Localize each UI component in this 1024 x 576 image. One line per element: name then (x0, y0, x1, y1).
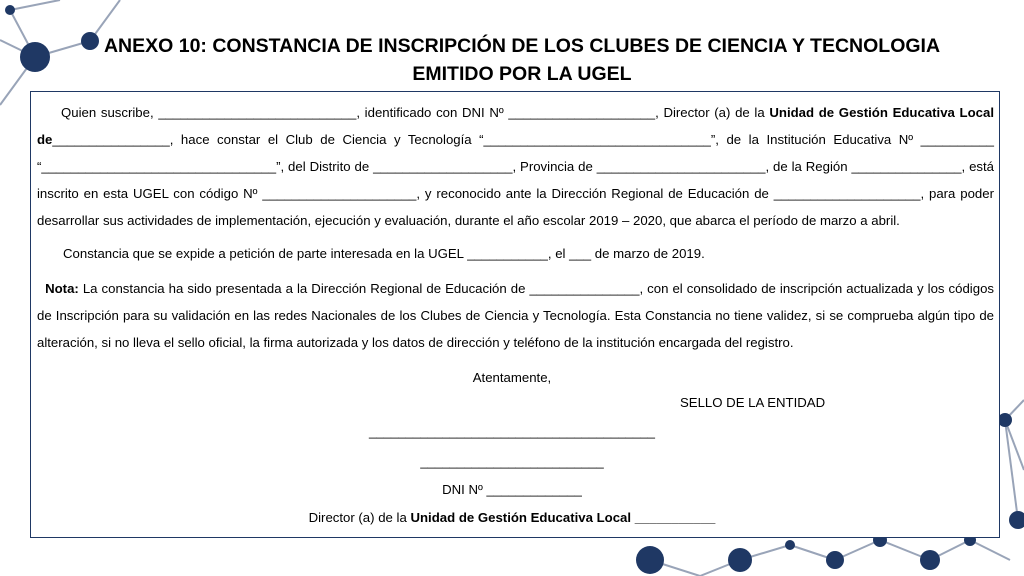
closing-text: Atentamente, (472, 370, 552, 385)
role-prefix: Director (a) de la (308, 510, 411, 525)
ugel-label: Unidad de Gestión Educativa Local de (37, 105, 994, 147)
para1-text-2: ________________, (52, 132, 174, 147)
role-blank: ___________ (634, 510, 716, 525)
dni-line: DNI Nº _____________ (442, 482, 582, 497)
para1-text-1: Quien suscribe, ___________________________, identificado con DNI Nº ____________________, Director (a) de la (61, 105, 770, 120)
document-body (37, 99, 994, 356)
signature-line-2: _________________________ (420, 454, 604, 469)
paragraph-constancia: Constancia que se expide a petición de parte interesada en la UGEL ___________, el ___ de marzo de 2019. (63, 246, 705, 261)
role-ugel: Unidad de Gestión Educativa Local (410, 510, 635, 525)
para1-text-3: hace constar el Club de Ciencia y Tecnología “_______________________________”, de la Institución Educativa Nº __________ “________________________________”, del Distrito de ___________________, Provincia de _______________________, de la Región _______________, está inscrito en esta UGEL con código Nº _____________________, y reconocido ante la Dirección Regional de Educación de ____________________, para poder desarrollar sus actividades de implementación, ejecución y evaluación, durante el año escolar 2019 – 2020, que abarca el período de marzo a abril. (37, 132, 994, 228)
signature-line-1: _______________________________________ (368, 424, 656, 439)
nota-text: La constancia ha sido presentada a la Dirección Regional de Educación de _______________, con el consolidado de inscripción actualizada y los códigos de Inscripción para su validación en las redes Nacionales de los Clubes de Ciencia y Tecnología. Esta Constancia no tiene validez, si se comprueba algún tipo de alteración, si no lleva el sello oficial, la firma autorizada y los datos de dirección y teléfono de la institución encargada del registro. (37, 281, 994, 350)
title-line-1: ANEXO 10: CONSTANCIA DE INSCRIPCIÓN DE LOS CLUBES DE CIENCIA Y TECNOLOGIA (103, 35, 941, 57)
sello-label: SELLO DE LA ENTIDAD (680, 395, 826, 410)
title-line-2: EMITIDO POR LA UGEL (412, 63, 632, 85)
page-title (60, 32, 984, 88)
nota-label: Nota: (45, 281, 79, 296)
director-role (0, 510, 1024, 525)
paragraph-main (37, 99, 994, 234)
paragraph-nota (37, 275, 994, 356)
